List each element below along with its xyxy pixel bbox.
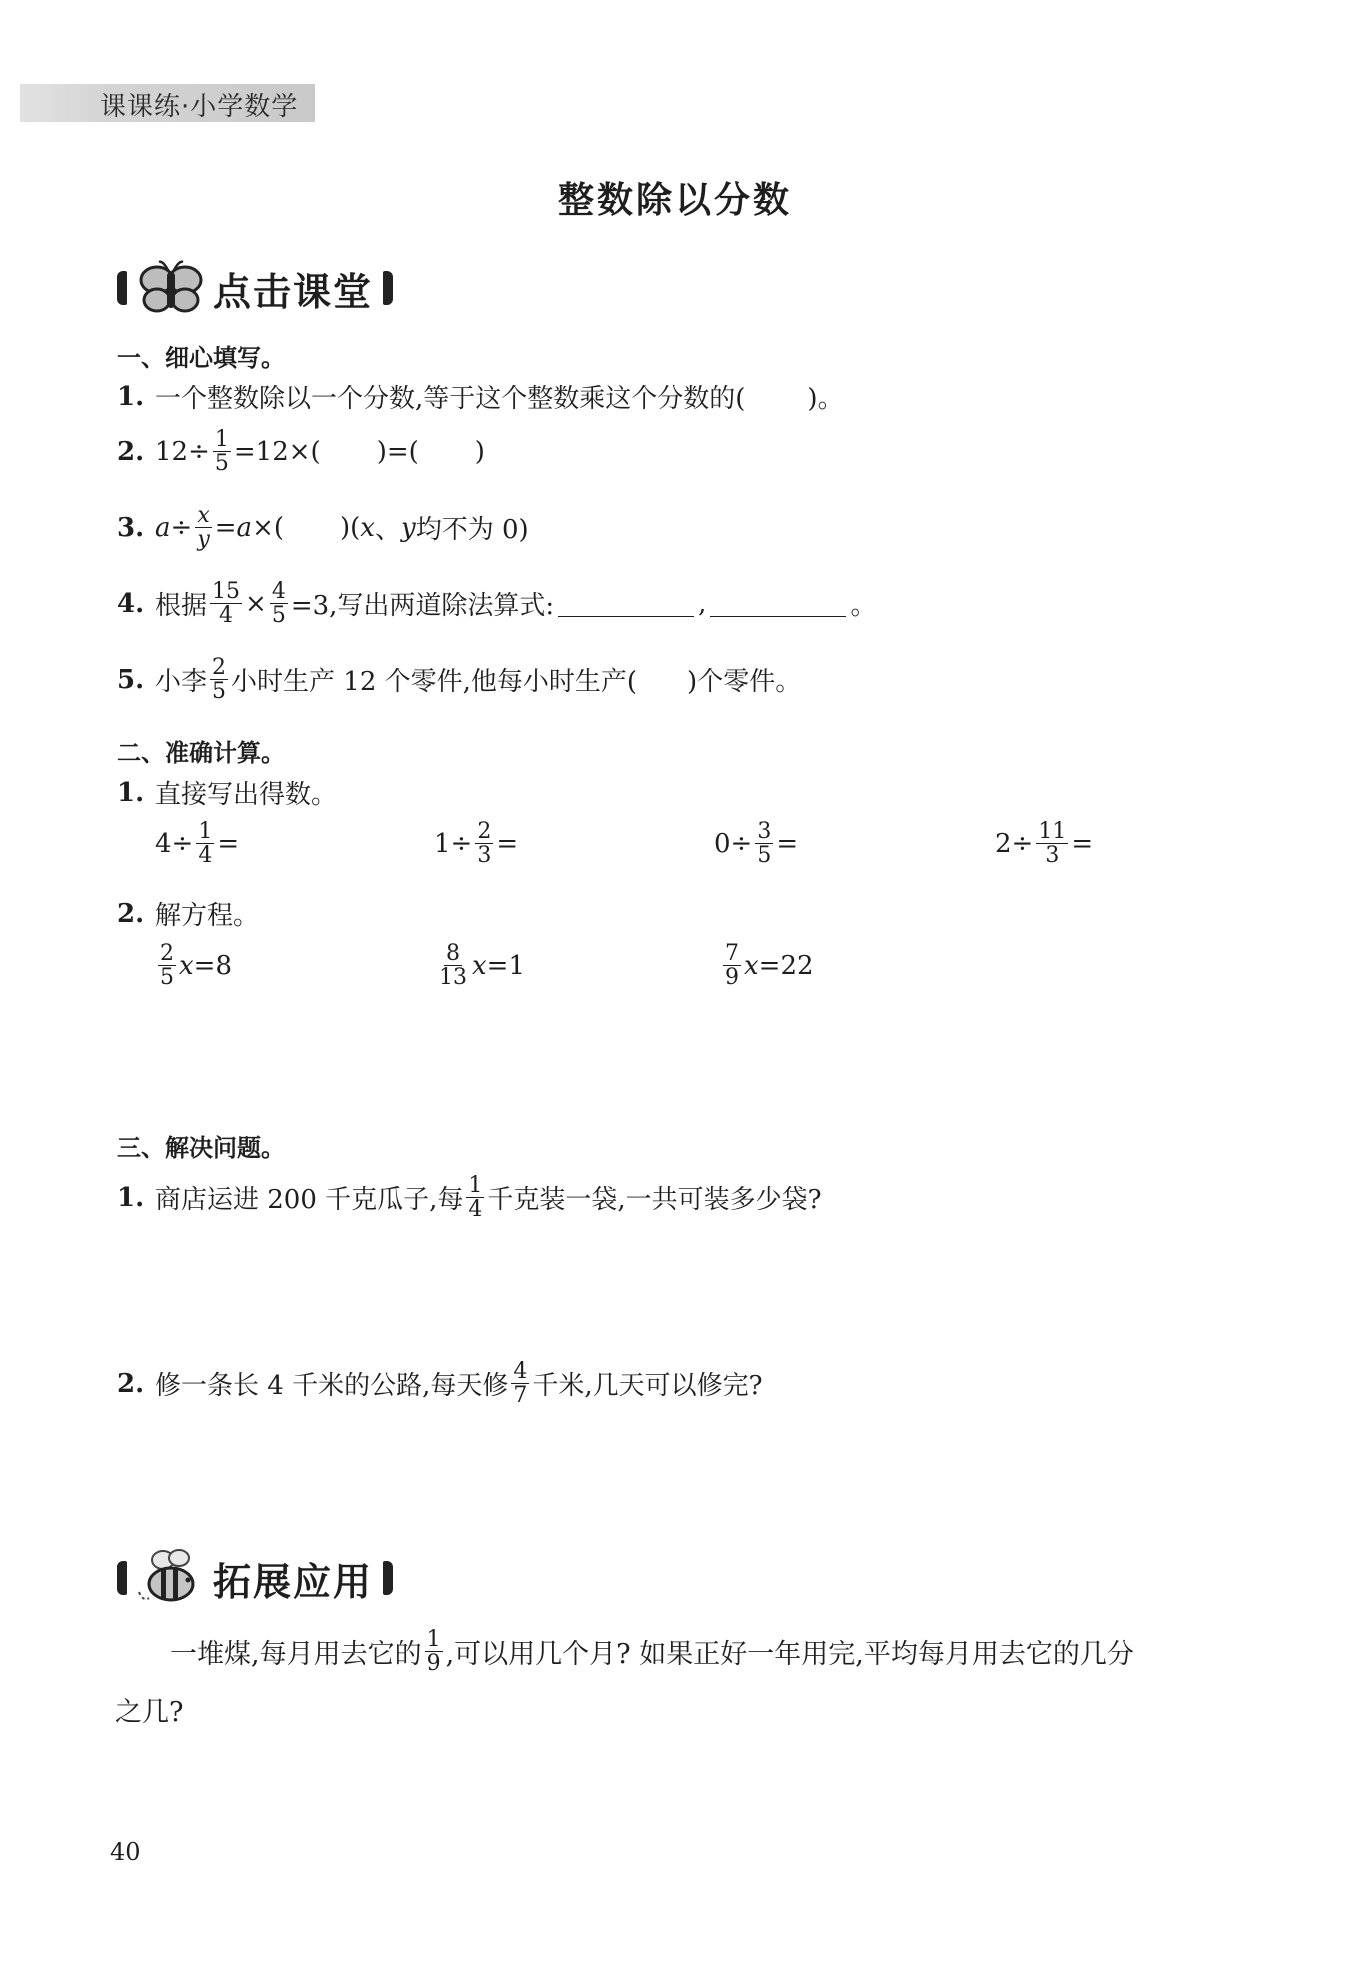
question-number: 2. <box>117 436 145 467</box>
expr-part: )=( <box>376 436 419 467</box>
denominator: 7 <box>513 1383 528 1409</box>
denominator: 9 <box>426 1651 441 1677</box>
section-banner-label: 点击课堂 <box>213 269 374 314</box>
bracket-left <box>117 271 127 305</box>
fraction <box>466 1174 484 1221</box>
times-sign: × <box>245 588 267 619</box>
variable-a: a <box>155 512 171 543</box>
question-number: 2. <box>117 1368 145 1399</box>
numerator: 15 <box>212 579 241 604</box>
numerator: x <box>197 503 210 528</box>
expr-part: 小李 <box>155 667 208 698</box>
part1-question-1 <box>117 378 844 415</box>
bee-icon <box>135 1548 207 1608</box>
denominator: 5 <box>212 679 227 705</box>
numerator: 8 <box>446 941 460 966</box>
equation-item <box>434 942 525 989</box>
page-title: 整数除以分数 <box>557 180 792 221</box>
calc-item <box>155 820 239 867</box>
answer-blank <box>710 590 846 617</box>
fraction <box>755 820 773 867</box>
section-banner-extension <box>117 1548 393 1608</box>
question-text: 直接写出得数。 <box>155 780 338 810</box>
numerator: 1 <box>198 819 213 844</box>
fraction <box>270 580 288 627</box>
denominator: 9 <box>725 965 739 991</box>
part3-question-2 <box>117 1360 763 1407</box>
fraction <box>511 1360 529 1407</box>
calc-item <box>434 820 518 867</box>
expr-part: 一堆煤,每月用去它的 <box>170 1639 422 1671</box>
denominator: 3 <box>1045 843 1060 869</box>
answer-blank <box>558 590 694 617</box>
numerator: 1 <box>214 427 229 452</box>
fraction <box>210 580 242 627</box>
butterfly-icon <box>135 258 207 318</box>
denominator: 4 <box>219 603 234 629</box>
equals-sign: = <box>496 828 519 859</box>
expr-part: 4÷ <box>155 828 194 859</box>
question-number: 2. <box>117 898 145 929</box>
variable-y: y <box>400 512 416 543</box>
expr-part: 1÷ <box>434 828 473 859</box>
denominator: 4 <box>198 843 213 869</box>
variable-x: x <box>744 950 759 981</box>
numerator: 2 <box>160 941 174 966</box>
section-banner-classroom <box>117 258 393 318</box>
question-number: 1. <box>117 1182 145 1213</box>
denominator: 5 <box>757 843 772 869</box>
numerator: 3 <box>757 819 772 844</box>
fraction <box>210 656 228 703</box>
expr-part: )( <box>340 512 361 543</box>
expr-part: )个零件。 <box>687 667 802 698</box>
question-number: 1. <box>117 777 145 808</box>
section-banner-label: 拓展应用 <box>213 1559 374 1604</box>
denominator: 5 <box>214 451 229 477</box>
book-title: 课课练·小学数学 <box>100 92 299 122</box>
bracket-right <box>383 271 393 305</box>
part1-question-3 <box>117 504 529 551</box>
expr-part: =8 <box>193 950 232 981</box>
bracket-left <box>117 1561 127 1595</box>
fraction <box>425 1628 443 1675</box>
expr-part: =3,写出两道除法算式: <box>290 591 555 622</box>
expr-part: 修一条长 4 千米的公路,每天修 <box>155 1371 509 1402</box>
part1-question-5 <box>117 656 801 703</box>
equation-item <box>720 942 814 989</box>
question-number: 4. <box>117 588 145 619</box>
denominator: 13 <box>439 965 467 991</box>
denominator: y <box>197 527 210 553</box>
equals-sign: = <box>1071 828 1094 859</box>
variable-x: x <box>179 950 194 981</box>
extension-line-1 <box>170 1628 1134 1675</box>
expr-part: 12÷ <box>155 436 210 467</box>
variable-x: x <box>472 950 487 981</box>
part1-question-2 <box>117 428 485 475</box>
fraction <box>213 428 231 475</box>
variable-a: a <box>236 512 253 543</box>
numerator: 2 <box>212 655 227 680</box>
expr-part: 0÷ <box>714 828 753 859</box>
expr-part: 2÷ <box>995 828 1034 859</box>
part3-heading: 三、解决问题。 <box>117 1134 285 1162</box>
numerator: 4 <box>513 1359 528 1384</box>
expr-part: 均不为 0) <box>415 515 529 546</box>
question-number: 1. <box>117 381 145 412</box>
bracket-right <box>383 1561 393 1595</box>
extension-line-2: 之几? <box>115 1697 184 1728</box>
expr-part: 、 <box>374 515 401 546</box>
fraction <box>158 942 176 989</box>
expr-part: 根据 <box>155 591 208 622</box>
question-text: 一个整数除以一个分数,等于这个整数乘这个分数的( <box>155 384 746 414</box>
expr-part: ) <box>474 436 485 467</box>
fraction <box>1036 820 1068 867</box>
divide-sign: ÷ <box>170 512 193 543</box>
expr-part: 商店运进 200 千克瓜子,每 <box>155 1185 464 1216</box>
expr-part: =1 <box>486 950 525 981</box>
equals-sign: = <box>217 828 240 859</box>
expr-part: =22 <box>758 950 814 981</box>
denominator: 4 <box>468 1197 483 1223</box>
part3-question-1 <box>117 1174 822 1221</box>
question-number: 3. <box>117 512 145 543</box>
part2-question-2 <box>117 895 259 932</box>
numerator: 7 <box>725 941 739 966</box>
numerator: 1 <box>426 1627 441 1652</box>
expr-part: 小时生产 12 个零件,他每小时生产( <box>231 667 638 698</box>
question-text-end: )。 <box>807 384 844 414</box>
part1-heading: 一、细心填写。 <box>117 344 285 372</box>
fraction <box>723 942 741 989</box>
numerator: 1 <box>468 1173 483 1198</box>
equation-item <box>155 942 232 989</box>
expr-part: 千米,几天可以修完? <box>532 1371 763 1402</box>
numerator: 4 <box>271 579 286 604</box>
comma: , <box>698 588 707 619</box>
fraction <box>196 820 214 867</box>
numerator: 11 <box>1038 819 1067 844</box>
calc-item <box>714 820 798 867</box>
equals-sign: = <box>776 828 799 859</box>
numerator: 2 <box>477 819 492 844</box>
expr-part: ,可以用几个月? 如果正好一年用完,平均每月用去它的几分 <box>445 1639 1134 1671</box>
calc-item <box>995 820 1093 867</box>
page-number: 40 <box>110 1838 141 1866</box>
part2-question-1 <box>117 774 337 811</box>
denominator: 3 <box>477 843 492 869</box>
fraction <box>475 820 493 867</box>
expr-part: =12×( <box>233 436 321 467</box>
fraction <box>195 504 211 551</box>
question-text: 解方程。 <box>155 901 260 931</box>
equals-sign: = <box>214 512 237 543</box>
question-number: 5. <box>117 664 145 695</box>
variable-x: x <box>360 512 375 543</box>
denominator: 5 <box>160 965 174 991</box>
part1-question-4 <box>117 580 876 627</box>
expr-part: 千克装一袋,一共可装多少袋? <box>487 1185 822 1216</box>
expr-part: ×( <box>252 512 284 543</box>
part2-heading: 二、准确计算。 <box>117 739 285 767</box>
denominator: 5 <box>271 603 286 629</box>
period: 。 <box>850 591 877 622</box>
fraction <box>437 942 469 989</box>
